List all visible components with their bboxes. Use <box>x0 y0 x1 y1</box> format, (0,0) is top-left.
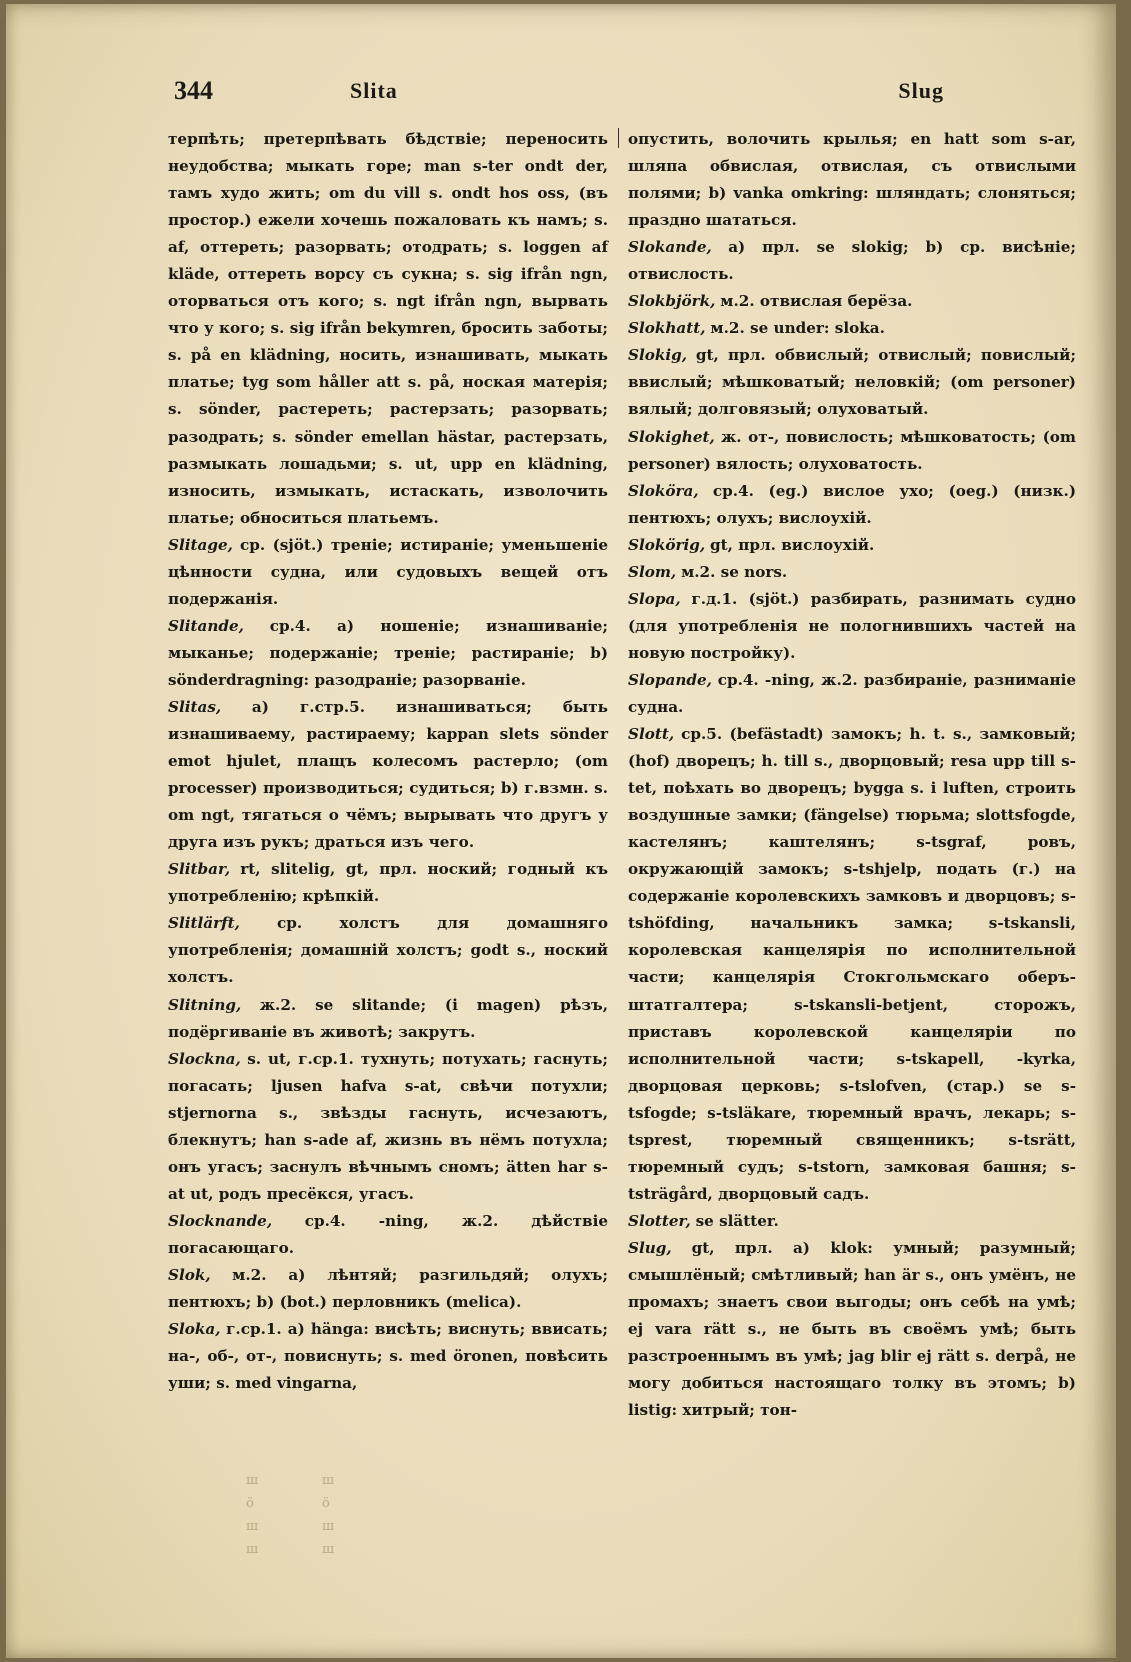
entry-headword: Slokhatt, <box>628 319 706 338</box>
dictionary-entry <box>168 910 608 991</box>
entry-definition: s. ut, г.ср.1. тухнуть; потухать; гаснуть; погасать; ljusen hafva s-at, свѣчи потухли; stjernorna s., звѣзды гаснуть, исчезаютъ, блекнутъ; han s-ade af, жизнь въ нёмъ потухла; онъ угасъ; заснулъ вѣчнымъ сномъ; ätten har s-at ut, родъ пресёкся, угасъ. <box>168 1049 609 1203</box>
entry-headword: Slug, <box>628 1238 672 1257</box>
entry-definition: ср.4. а) ношеніе; изнашиваніе; мыканье; подержаніе; треніе; растираніе; b) sönderdragning: разодраніе; разорваніе. <box>168 616 608 689</box>
entry-definition: ср.4. -ning, ж.2. разбираніе, разниманіе судна. <box>628 670 1076 716</box>
dictionary-entry <box>628 478 1076 532</box>
entry-headword: Slockna, <box>168 1049 241 1068</box>
entry-headword: Slotter, <box>628 1211 691 1230</box>
entry-definition: м.2. se under: sloka. <box>710 319 885 338</box>
dictionary-entry <box>628 424 1076 478</box>
entry-definition: ср.4. (eg.) вислое ухо; (oeg.) (низк.) пентюхъ; олухъ; вислоухій. <box>628 481 1077 527</box>
entry-headword: Slitage, <box>168 535 233 554</box>
entry-headword: Slopa, <box>628 589 681 608</box>
entry-headword: Slom, <box>628 562 677 581</box>
entry-headword: Sloka, <box>168 1320 221 1339</box>
entry-definition: м.2. а) лѣнтяй; разгильдяй; олухъ; пентюхъ; b) (bot.) перловникъ (melica). <box>168 1265 609 1312</box>
dictionary-entry <box>168 613 608 694</box>
dictionary-entry <box>628 667 1076 721</box>
entry-headword: Slitlärft, <box>168 914 240 933</box>
dictionary-entry <box>168 1262 608 1316</box>
dictionary-entry <box>628 1235 1076 1424</box>
entry-headword: Slott, <box>628 725 675 744</box>
dictionary-entry <box>168 126 608 532</box>
dictionary-entry <box>628 532 1076 559</box>
entry-definition: rt, slitelig, gt, прл. ноский; годный къ употребленію; крѣпкій. <box>168 860 608 906</box>
dictionary-entry <box>628 342 1076 423</box>
entry-definition: gt, прл. вислоухій. <box>710 535 875 554</box>
entry-headword: Slokbjörk, <box>628 292 716 311</box>
dictionary-entry <box>628 559 1076 586</box>
entry-headword: Slitande, <box>168 616 244 635</box>
entry-headword: Slitas, <box>168 697 222 716</box>
entry-definition: м.2. se nors. <box>681 562 788 581</box>
entry-headword: Sloköra, <box>628 481 699 500</box>
column-rule <box>618 128 619 148</box>
left-running-head: Slita <box>350 78 398 103</box>
entry-definition: а) г.стр.5. изнашиваться; быть изнашиваему, растираему; kappan slets sönder emot hjulet, плащъ колесомъ растерло; (om processer) производиться; судиться; b) г.взмн. s. om ngt, тягаться о чёмъ; вырывать что другъ у друга изъ рукъ; драться изъ чего. <box>168 697 608 852</box>
entry-definition: ж. от-, повислость; мѣшковатость; (om personer) вялость; олуховатость. <box>628 427 1076 473</box>
entry-headword: Slokig, <box>628 346 688 365</box>
dictionary-entry <box>628 234 1076 288</box>
page-number: 344 <box>174 76 213 105</box>
right-running-head: Slug <box>898 78 944 103</box>
entry-definition: ср. (sjöt.) треніе; истираніе; уменьшеніе цѣнности судна, или судовыхъ вещей отъ подержанія. <box>168 535 609 608</box>
entry-headword: Slokighet, <box>628 427 715 446</box>
library-stamp-mark: ш ö ш ш <box>246 1473 259 1557</box>
dictionary-entry <box>628 586 1076 667</box>
entry-definition: опустить, волочить крылья; en hatt som s-ar, шляпа обвислая, отвислая, съ отвислыми полями; b) vanka omkring: шляндать; слоняться; праздно шататься. <box>628 130 1076 230</box>
dictionary-entry <box>168 694 608 856</box>
dictionary-entry <box>168 992 608 1046</box>
dictionary-entry <box>628 126 1076 234</box>
entry-headword: Slokörig, <box>628 535 706 554</box>
dictionary-entry <box>168 532 608 613</box>
dictionary-entry <box>168 856 608 910</box>
dictionary-entry <box>168 1316 608 1397</box>
page-header <box>174 76 944 112</box>
entry-headword: Slitbar, <box>168 860 231 879</box>
entry-definition: а) прл. se slokig; b) ср. висѣніе; отвислость. <box>628 238 1076 284</box>
entry-definition: gt, прл. а) klok: умный; разумный; смышлёный; смѣтливый; han är s., онъ умёнъ, не промахъ; знаетъ свои выгоды; онъ себѣ на умѣ; ej vara rätt s., не быть въ своёмъ умѣ; быть разстроеннымъ въ умѣ; jag blir ej rätt s. derpå, не могу добиться настоящаго толку въ этомъ; b) listig: хитрый; тон- <box>628 1238 1077 1420</box>
dictionary-page <box>6 4 1116 1658</box>
entry-definition: se slätter. <box>695 1211 779 1230</box>
dictionary-entry <box>628 1208 1076 1235</box>
right-column <box>628 126 1076 1424</box>
entry-headword: Slopande, <box>628 670 712 689</box>
dictionary-entry <box>628 315 1076 342</box>
entry-definition: ср.5. (befästadt) замокъ; h. t. s., замковый; (hof) дворецъ; h. till s., дворцовый; resa upp till s-tet, поѣхать во дворецъ; bygga s. i luften, строить воздушные замки; (fängelse) тюрьма; slottsfogde, кастелянъ; каштелянъ; s-tsgraf, ровъ, окружающій замокъ; s-tshjelp, подать (г.) на содержаніе королевскихъ замковъ и дворцовъ; s-tshöfding, начальникъ замка; s-tskansli, королевская канцелярія по исполнительной части; канцелярія Стокгольмскаго оберъ-штатгалтера; s-tskansli-betjent, сторожъ, приставъ королевской канцеляріи по исполнительной части; s-tskapell, -kyrka, дворцовая церковь; s-tslofven, (стар.) se s-tsfogde; s-tsläkare, тюремный врачъ, лекарь; s-tsprest, тюремный священникъ; s-tsrätt, тюремный судъ; s-tstorn, замковая башня; s-tsträgård, дворцовый садъ. <box>628 725 1076 1203</box>
entry-definition: г.ср.1. а) hänga: висѣть; виснуть; ввисать; на-, об-, от-, повиснуть; s. med öronen, повѣсить уши; s. med vingarna, <box>168 1320 608 1393</box>
left-column <box>168 126 608 1397</box>
entry-definition: г.д.1. (sjöt.) разбирать, разнимать судно (для употребленія не пологнившихъ частей на новую постройку). <box>628 589 1077 662</box>
dictionary-entry <box>628 721 1076 1208</box>
entry-headword: Slocknande, <box>168 1211 273 1230</box>
entry-definition: ж.2. se slitande; (i magen) рѣзъ, подёргиваніе въ животѣ; закрутъ. <box>168 995 608 1041</box>
library-stamp-mark: ш ö ш ш <box>322 1473 335 1557</box>
entry-headword: Slokande, <box>628 238 712 257</box>
entry-definition: терпѣть; претерпѣвать бѣдствіе; переносить неудобства; мыкать горе; man s-ter ondt der, тамъ худо жить; om du vill s. ondt hos oss, (въ простор.) ежели хочешь пожаловать къ намъ; s. af, оттереть; разорвать; отодрать; s. loggen af kläde, оттереть ворсу съ сукна; s. sig ifrån ngn, оторваться отъ кого; s. ngt ifrån ngn, вырвать что у кого; s. sig ifrån bekymren, бросить заботы; s. på en klädning, носить, изнашивать, мыкать платье; tyg som håller att s. på, ноская матерія; s. sönder, растереть; растерзать; разорвать; разодрать; s. sönder emellan hästar, растерзать, размыкать лошадьми; s. ut, upp en klädning, износить, измыкать, истаскать, изволочить платье; обноситься платьемъ. <box>168 130 608 527</box>
dictionary-entry <box>168 1046 608 1208</box>
entry-definition: gt, прл. обвислый; отвислый; повислый; ввислый; мѣшковатый; неловкій; (om personer) вялый; долговязый; олуховатый. <box>628 346 1076 419</box>
entry-definition: ср. холстъ для домашняго употребленія; домашній холстъ; godt s., ноский холстъ. <box>168 914 609 987</box>
dictionary-entry <box>628 288 1076 315</box>
entry-headword: Slitning, <box>168 995 242 1014</box>
entry-definition: ср.4. -ning, ж.2. дѣйствіе погасающаго. <box>168 1211 609 1257</box>
entry-headword: Slok, <box>168 1265 211 1284</box>
entry-definition: м.2. отвислая берёза. <box>720 292 913 311</box>
dictionary-entry <box>168 1208 608 1262</box>
